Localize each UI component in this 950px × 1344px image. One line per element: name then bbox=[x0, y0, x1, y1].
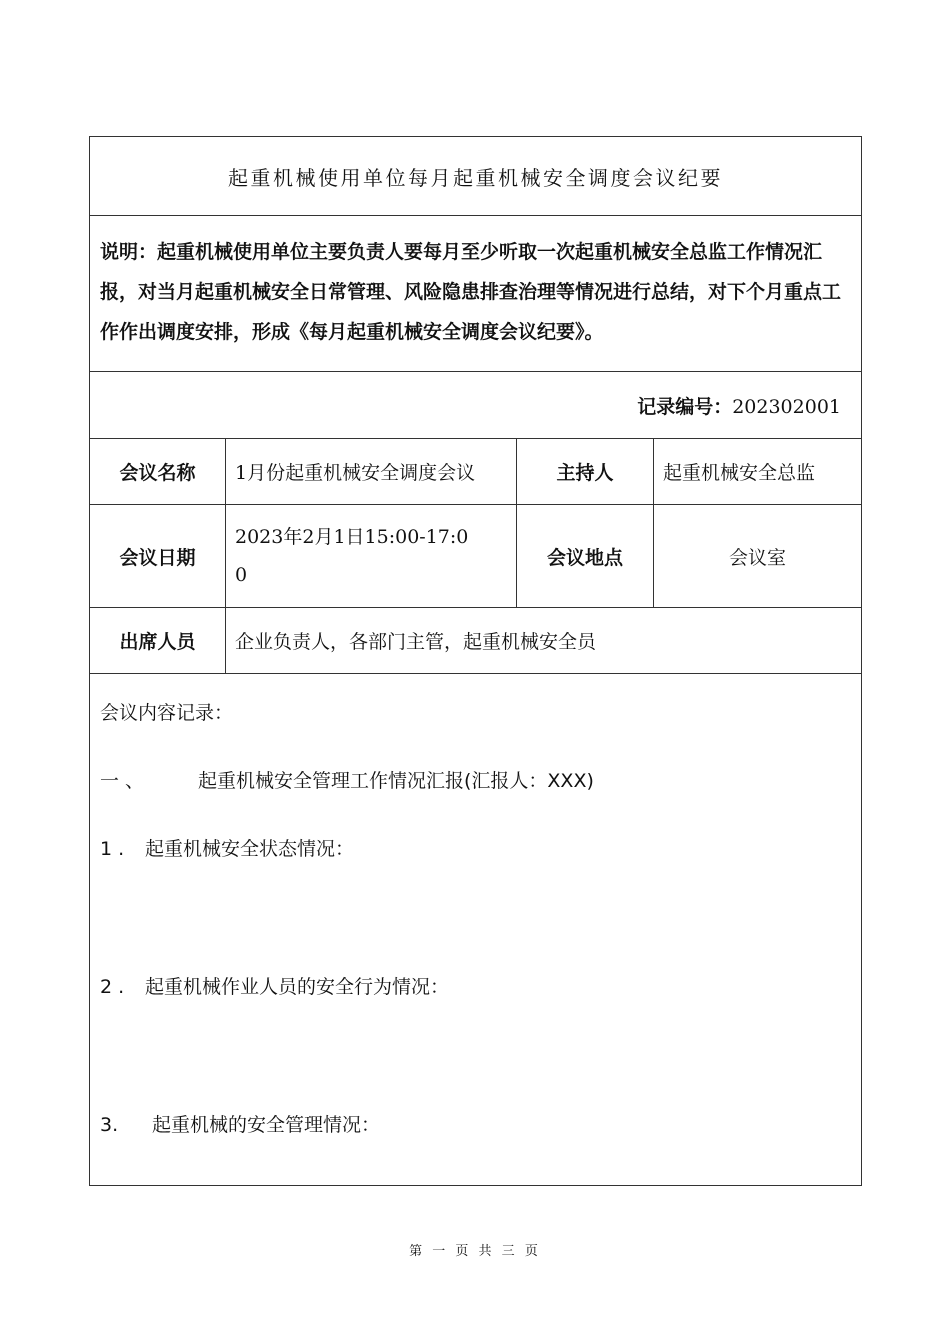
meeting-date-label: 会议日期 bbox=[90, 505, 226, 608]
attendees-label: 出席人员 bbox=[90, 608, 226, 674]
instruction-note: 说明：起重机械使用单位主要负责人要每月至少听取一次起重机械安全总监工作情况汇报，对当月起重机械安全日常管理、风险隐患排查治理等情况进行总结，对下个月重点工作作出调度安排，形成《每月起重机械安全调度会议纪要》。 bbox=[90, 216, 862, 372]
record-number-row bbox=[90, 372, 862, 439]
meeting-minutes-table bbox=[89, 136, 862, 1186]
content-item-text: 起重机械作业人员的安全行为情况： bbox=[145, 976, 450, 998]
host-label: 主持人 bbox=[517, 439, 654, 505]
content-item-2 bbox=[100, 972, 851, 1110]
meeting-date-value bbox=[226, 505, 517, 608]
content-item-number: 2 . bbox=[100, 976, 125, 998]
content-item-number: 3. bbox=[100, 1114, 119, 1136]
meeting-date-line-2: 0 bbox=[235, 564, 248, 586]
section-1-number: 一 、 bbox=[100, 770, 145, 792]
document-title: 起重机械使用单位每月起重机械安全调度会议纪要 bbox=[90, 137, 862, 216]
content-item-text: 起重机械的安全管理情况： bbox=[152, 1114, 381, 1136]
content-heading: 会议内容记录： bbox=[100, 702, 234, 724]
meeting-name-value: 1月份起重机械安全调度会议 bbox=[226, 439, 517, 505]
meeting-date-line-1: 2023年2月1日15:00-17:0 bbox=[235, 526, 469, 548]
meeting-content-cell bbox=[90, 674, 862, 1186]
meeting-location-label: 会议地点 bbox=[517, 505, 654, 608]
content-item-number: 1 . bbox=[100, 838, 125, 860]
content-item-3 bbox=[100, 1110, 851, 1140]
content-item-text: 起重机械安全状态情况： bbox=[145, 838, 355, 860]
record-number-value: 202302001 bbox=[732, 395, 841, 418]
attendees-value: 企业负责人，各部门主管，起重机械安全员 bbox=[226, 608, 862, 674]
section-1-heading bbox=[100, 766, 851, 834]
section-1-text: 起重机械安全管理工作情况汇报(汇报人：XXX) bbox=[198, 770, 594, 792]
content-item-1 bbox=[100, 834, 851, 972]
record-number-label: 记录编号： bbox=[637, 395, 733, 418]
page-footer: 第 一 页 共 三 页 bbox=[409, 1244, 541, 1259]
meeting-name-label: 会议名称 bbox=[90, 439, 226, 505]
meeting-location-value: 会议室 bbox=[654, 505, 862, 608]
host-value: 起重机械安全总监 bbox=[654, 439, 862, 505]
